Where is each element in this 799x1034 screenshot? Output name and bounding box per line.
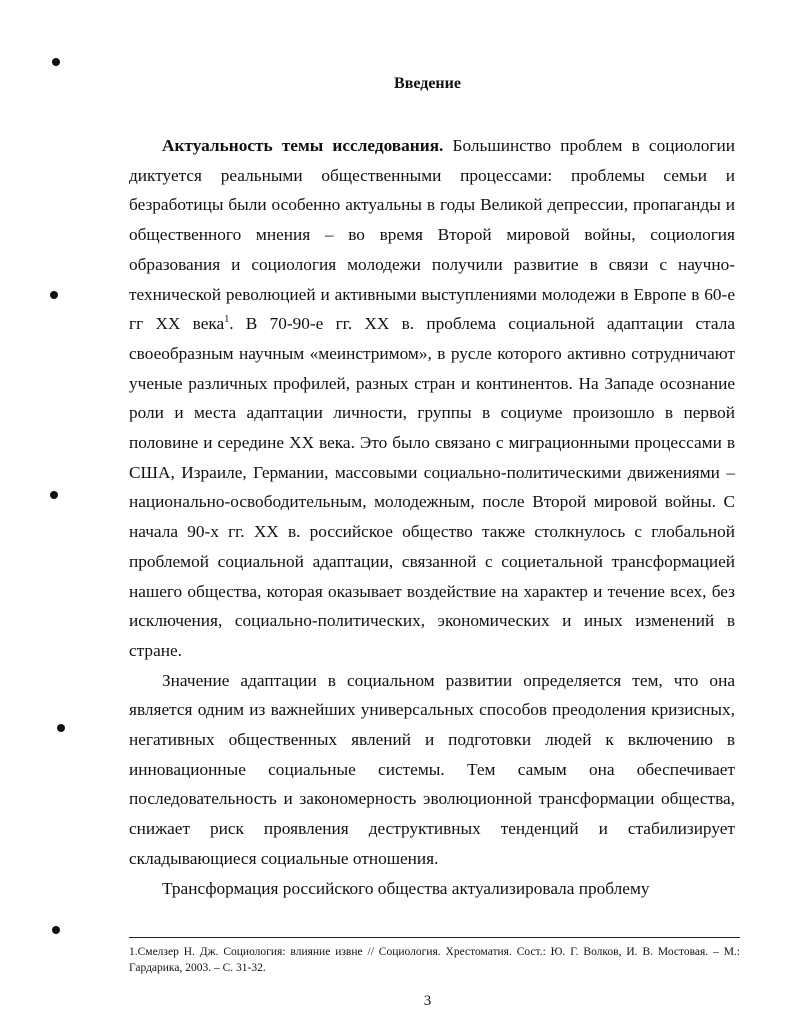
paragraph-relevance xyxy=(129,131,735,666)
paragraph-text: Большинство проблем в социологии диктуется реальными общественными процессами: проблемы семьи и безработицы были особенно актуальны в годы Великой депрессии, пропаганды и общественного мнения – во время Второй мировой войны, социология образования и социология молодежи получили развитие в связи с научно-технической революцией и активными выступлениями молодежи в Европе в 60-е гг XX века xyxy=(129,136,736,334)
paragraph-transformation: Трансформация российского общества актуализировала проблему xyxy=(162,878,650,898)
page-title: Введение xyxy=(394,75,461,92)
footnote: 1.Смелзер Н. Дж. Социология: влияние извне // Социология. Хрестоматия. Сост.: Ю. Г. Волков, И. В. Мостовая. – М.: Гардарика, 2003. – С. 31-32. xyxy=(129,946,740,974)
paragraph-text: . В 70-90-е гг. XX в. проблема социальной адаптации стала своеобразным научным «меинстримом», в русле которого активно сотрудничают ученые различных профилей, разных стран и континентов. На Западе осознание роли и места адаптации личности, группы в социуме произошло в первой половине и середине XX века. Это было связано с миграционными процессами в США, Израиле, Германии, массовыми социально-политическими движениями – национально-освободительным, молодежным, после Второй мировой войны. С начала 90-х гг. XX в. российское общество также столкнулось с глобальной проблемой социальной адаптации, связанной с социетальной трансформацией нашего общества, которая оказывает воздействие на характер и течение всех, без исключения, социально-политических, экономических и иных изменений в стране. xyxy=(129,314,735,660)
punch-hole-mark xyxy=(50,491,58,499)
page-number: 3 xyxy=(423,993,432,1009)
paragraph-lead: Актуальность темы исследования. xyxy=(162,136,444,155)
punch-hole-mark xyxy=(52,926,60,934)
main-text xyxy=(129,131,735,903)
footnote-reference[interactable]: 1 xyxy=(224,314,230,326)
footnote-divider xyxy=(129,937,740,938)
punch-hole-mark xyxy=(50,291,58,299)
punch-hole-mark xyxy=(57,724,65,732)
punch-hole-mark xyxy=(52,58,60,66)
paragraph-adaptation-meaning: Значение адаптации в социальном развитии определяется тем, что она является одним из важнейших универсальных способов преодоления кризисных, негативных общественных явлений и подготовки людей к включению в инновационные социальные системы. Тем самым она обеспечивает последовательность и закономерность эволюционной трансформации общества, снижает риск проявления деструктивных тенденций и стабилизирует складывающиеся социальные отношения. xyxy=(129,670,735,868)
